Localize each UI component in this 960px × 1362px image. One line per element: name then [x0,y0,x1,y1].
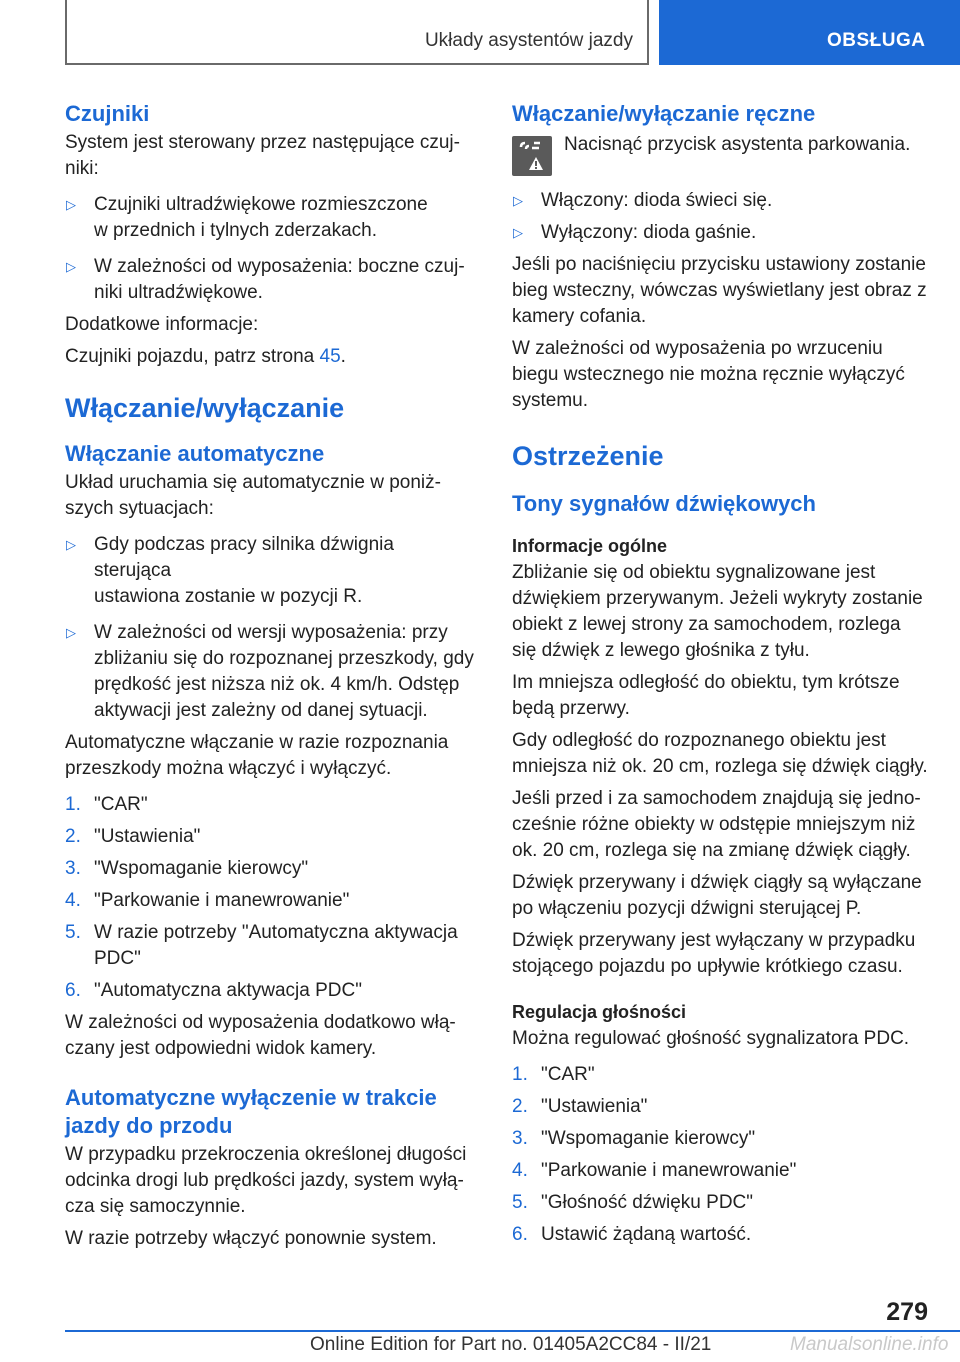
paragraph: Jeśli przed i za samochodem znajdują się jedno‐ cześnie różne obiekty w odstępie mniejszym niż ok. 20 cm, rozlega się na zmianę dźwięk ciągły. [512,788,921,861]
heading: Ostrzeżenie [512,441,664,471]
bullet-item: ▷ Włączony: dioda świeci się. [512,188,928,214]
bullet-triangle-icon: ▷ [513,225,523,240]
left-column [65,100,475,1252]
numbered-step: 5. "Głośność dźwięku PDC" [512,1190,928,1216]
bullet-item: ▷ Wyłączony: dioda gaśnie. [512,220,928,246]
step-number: 1. [512,1064,528,1085]
bullet-triangle-icon: ▷ [66,197,76,212]
heading: Informacje ogólne [512,536,668,556]
bullet-item: ▷ Gdy podczas pracy silnika dźwignia sterująca ustawiona zostanie w pozycji R. [66,534,394,607]
paragraph: Czujniki pojazdu, patrz strona 45. [65,346,346,367]
numbered-step: 4. "Parkowanie i manewrowanie" [65,888,475,914]
icon-instruction: Nacisnąć przycisk asystenta parkowania. [512,132,928,176]
numbered-step: 1. "CAR" [512,1062,928,1088]
header-section-box [65,0,649,65]
paragraph: Dodatkowe informacje: [65,314,259,335]
bullet-triangle-icon: ▷ [66,259,76,274]
paragraph: Zbliżanie się od obiektu sygnalizowane jest dźwiękiem przerywanym. Jeżeli wykryty zostanie obiekt z lewej strony za samochodem, rozlega się dźwięk z lewego głośnika z tyłu. [512,562,923,661]
numbered-step: 2. "Ustawienia" [65,824,475,850]
numbered-step: 1. "CAR" [65,792,475,818]
paragraph: Im mniejsza odległość do obiektu, tym krótsze będą przerwy. [512,672,900,719]
paragraph: Gdy odległość do rozpoznanego obiektu jest mniejsza niż ok. 20 cm, rozlega się dźwięk ciągły. [512,730,928,777]
page-number: 279 [886,1298,928,1326]
paragraph: W przypadku przekroczenia określonej długości odcinka drogi lub prędkości jazdy, system wyłą‐ cza się samoczynnie. [65,1144,467,1217]
page-link[interactable]: 45 [319,346,341,367]
step-number: 3. [65,858,81,879]
right-column [512,100,928,1248]
footer-watermark: Manualsonline.info [790,1334,949,1355]
parking-assistant-icon [512,136,552,176]
paragraph: Jeśli po naciśnięciu przycisku ustawiony zostanie bieg wsteczny, wówczas wyświetlany jest obraz z kamery cofania. [512,254,927,327]
paragraph: Automatyczne włączanie w razie rozpoznania przeszkody można włączyć i wyłączyć. [65,732,449,779]
footer-divider [65,1330,960,1332]
heading: Regulacja głośności [512,1002,687,1022]
heading: Włączanie automatyczne [65,441,325,466]
step-number: 2. [65,826,81,847]
numbered-step: 3. "Wspomaganie kierowcy" [65,856,475,882]
paragraph: W razie potrzeby włączyć ponownie system. [65,1228,437,1249]
paragraph: Dźwięk przerywany i dźwięk ciągły są wyłączane po włączeniu pozycji dźwigni sterującej P. [512,872,922,919]
bullet-item: ▷ W zależności od wyposażenia: boczne czuj‐ niki ultradźwiękowe. [66,256,465,303]
step-number: 6. [512,1224,528,1245]
paragraph: Można regulować głośność sygnalizatora PDC. [512,1028,910,1049]
step-number: 5. [512,1192,528,1213]
step-number: 5. [65,922,81,943]
step-number: 1. [65,794,81,815]
paragraph: Układ uruchamia się automatycznie w poniż‐ szych sytuacjach: [65,472,441,519]
paragraph: W zależności od wyposażenia po wrzuceniu biegu wstecznego nie można ręcznie wyłączyć systemu. [512,338,905,411]
heading: Automatyczne wyłączenie w trakcie jazdy do przodu [65,1085,437,1138]
header-chapter-tab [659,0,960,65]
step-number: 3. [512,1128,528,1149]
bullet-item: ▷ Czujniki ultradźwiękowe rozmieszczone w przednich i tylnych zderzakach. [66,194,428,241]
numbered-step: 2. "Ustawienia" [512,1094,928,1120]
bullet-triangle-icon: ▷ [66,537,76,552]
heading: Tony sygnałów dźwiękowych [512,491,816,516]
numbered-step: 6. Ustawić żądaną wartość. [512,1222,928,1248]
numbered-step: 4. "Parkowanie i manewrowanie" [512,1158,928,1184]
heading: Włączanie/wyłączanie ręczne [512,101,816,126]
header-chapter-title: OBSŁUGA [827,30,926,51]
numbered-step: 6. "Automatyczna aktywacja PDC" [65,978,475,1004]
bullet-triangle-icon: ▷ [66,625,76,640]
numbered-step: 3. "Wspomaganie kierowcy" [512,1126,928,1152]
bullet-item: ▷ W zależności od wersji wyposażenia: przy zbliżaniu się do rozpoznanej przeszkody, gdy prędkość jest niższa niż ok. 4 km/h. Odstęp aktywacji jest zależny od danej sytuacji. [66,622,474,721]
paragraph: System jest sterowany przez następujące czuj‐ niki: [65,132,460,179]
paragraph: W zależności od wyposażenia dodatkowo włą‐ czany jest odpowiedni widok kamery. [65,1012,456,1059]
paragraph: Dźwięk przerywany jest wyłączany w przypadku stojącego pojazdu po upływie krótkiego czasu. [512,930,916,977]
step-number: 2. [512,1096,528,1117]
footer-edition: Online Edition for Part no. 01405A2CC84 - II/21 [310,1334,712,1355]
heading: Czujniki [65,101,150,126]
header-section-title: Układy asystentów jazdy [424,30,633,51]
step-number: 4. [65,890,81,911]
step-number: 4. [512,1160,528,1181]
numbered-step: 5. W razie potrzeby "Automatyczna aktywacja PDC" [65,922,458,969]
heading: Włączanie/wyłączanie [65,393,345,423]
bullet-triangle-icon: ▷ [513,193,523,208]
step-number: 6. [65,980,81,1001]
